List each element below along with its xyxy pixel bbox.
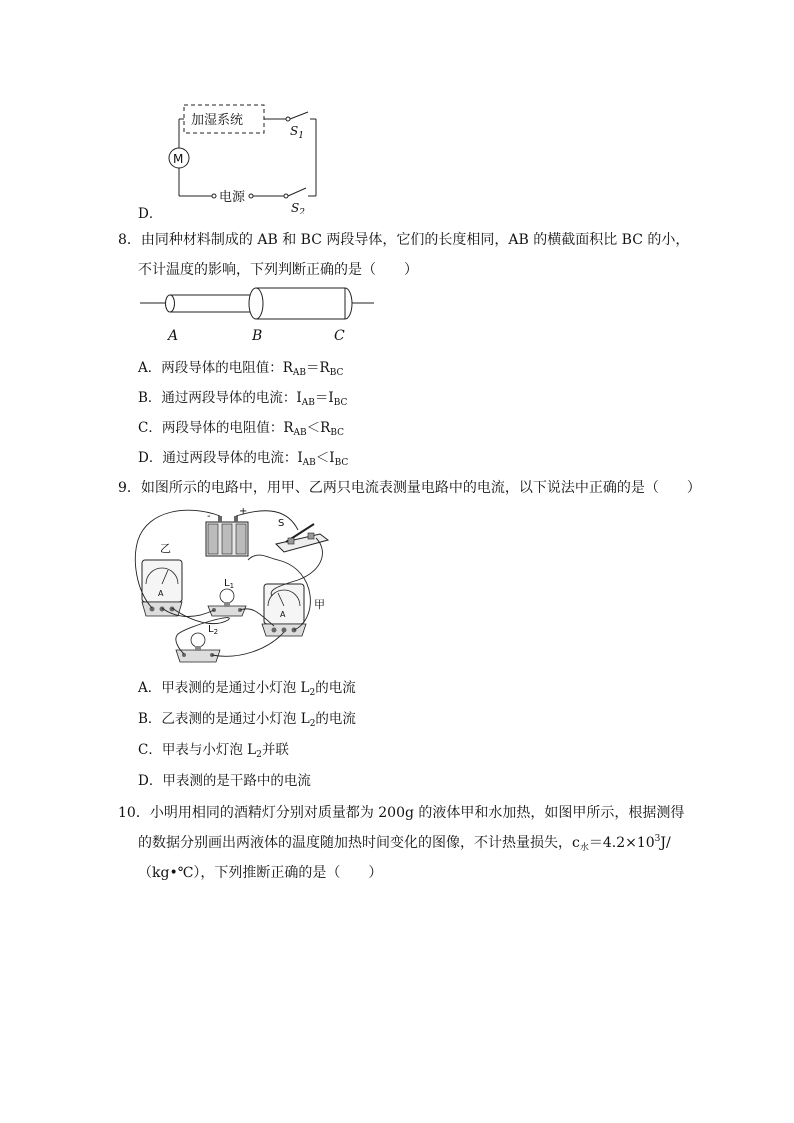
ammeter-yi [142, 542, 182, 616]
label-b: B [252, 328, 263, 344]
label-c: C [334, 328, 345, 344]
q8-option-a[interactable]: A．两段导体的电阻值：$R_{AB}=R_{BC}$ [138, 360, 344, 378]
q10-question-line1: 10．小明用相同的酒精灯分别对质量都为 200g 的液体甲和水加热，如图甲所示，根据测得 [118, 805, 685, 821]
q8-option-d[interactable]: D．通过两段导体的电流：$I_{AB}<I_{BC}$ [138, 450, 349, 468]
switch1-label: $S_1$ [290, 124, 304, 141]
q9-option-d[interactable]: D．甲表测的是干路中的电流 [138, 773, 311, 789]
svg-text:+: + [239, 506, 248, 517]
svg-text:A: A [158, 589, 164, 598]
svg-text:-: - [207, 511, 211, 522]
q9-option-c[interactable]: C．甲表与小灯泡 $L_2$并联 [138, 742, 289, 760]
q10-question-line2: 的数据分别画出两液体的温度随加热时间变化的图像，不计热量损失，$c_水=4.2\times 10^3J/$ [138, 834, 671, 853]
motor-label: M [173, 152, 184, 166]
q10-question-line3: （kg•℃），下列推断正确的是（ ） [138, 865, 383, 881]
source-label: 电源 [219, 190, 246, 205]
cylinder-bc-left-end [249, 288, 263, 319]
q9-circuit-picture [128, 500, 338, 666]
cylinder-ab-end [166, 295, 175, 312]
switch-s [276, 518, 328, 552]
q8-question-line1: 8．由同种材料制成的 AB 和 BC 两段导体，它们的长度相同，AB 的横截面积比 BC 的小， [118, 232, 690, 248]
bulb-l2 [176, 624, 220, 662]
q8-conductor-diagram [140, 283, 376, 347]
q7-circuit-diagram [160, 98, 330, 214]
svg-text:A: A [280, 610, 286, 619]
svg-text:L2: $L_2$ [208, 624, 219, 636]
q9-option-b[interactable]: B．乙表测的是通过小灯泡 $L_2$的电流 [138, 711, 356, 729]
svg-text:甲: 甲 [314, 598, 325, 611]
q8-option-b[interactable]: B．通过两段导体的电流：$I_{AB}=I_{BC}$ [138, 390, 348, 408]
q9-option-a[interactable]: A．甲表测的是通过小灯泡 $L_2$的电流 [138, 680, 356, 698]
svg-text:乙: 乙 [160, 542, 171, 555]
label-a: A [168, 328, 179, 344]
q7-option-d: D． [138, 206, 163, 222]
svg-text:L1: $L_1$ [224, 578, 235, 590]
q9-question-line1: 9．如图所示的电路中，用甲、乙两只电流表测量电路中的电流，以下说法中正确的是（ ） [118, 480, 701, 496]
q8-question-line2: 不计温度的影响，下列判断正确的是（ ） [138, 262, 418, 278]
switch2-label: $S_2$ [291, 201, 305, 214]
q8-option-c[interactable]: C．两段导体的电阻值：$R_{AB}<R_{BC}$ [138, 420, 344, 438]
svg-text:S: S [278, 518, 285, 529]
humidifier-label: 加湿系统 [191, 113, 244, 128]
